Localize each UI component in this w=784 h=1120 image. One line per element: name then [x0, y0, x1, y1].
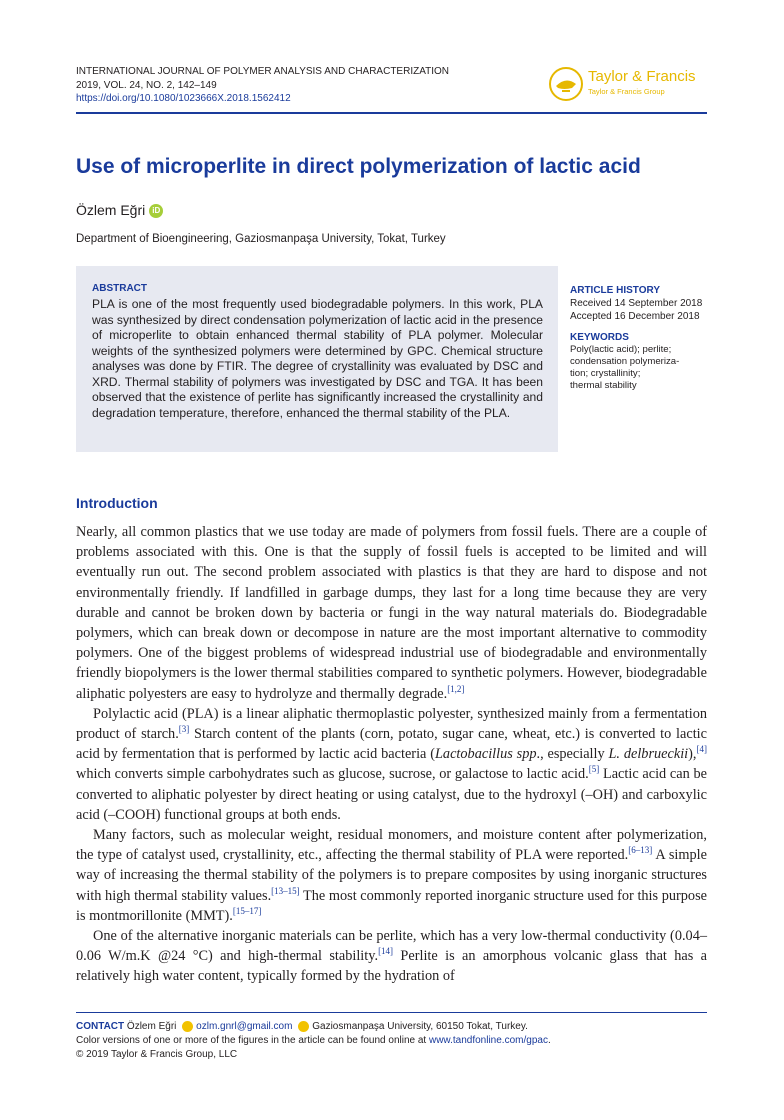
keywords-line-3: tion; crystallinity;: [570, 368, 641, 379]
citation[interactable]: [14]: [378, 946, 394, 957]
species-name: Lactobacillus spp: [434, 746, 537, 763]
author-line: [76, 202, 163, 218]
article-meta: [570, 284, 720, 392]
introduction-body: [76, 522, 707, 987]
journal-header: [76, 65, 449, 106]
accepted-date: Accepted 16 December 2018: [570, 311, 700, 322]
journal-name: INTERNATIONAL JOURNAL OF POLYMER ANALYSIS AND CHARACTERIZATION: [76, 66, 450, 77]
journal-volume: 2019, VOL. 24, NO. 2, 142–149: [76, 79, 217, 91]
contact-address: Gaziosmanpaşa University, 60150 Tokat, Turkey.: [312, 1021, 528, 1032]
p2-text-e: which converts simple carbohydrates such as glucose, sucrose, or galactose to lactic acid.: [76, 766, 589, 783]
color-note: [76, 1034, 716, 1048]
email-icon: [182, 1021, 193, 1032]
citation[interactable]: [3]: [178, 724, 190, 735]
paragraph-1: [76, 522, 707, 704]
lamp-icon: [548, 66, 584, 102]
contact-name: Özlem Eğri: [126, 1021, 177, 1032]
paragraph-2: [76, 704, 707, 825]
contact-email[interactable]: ozlm.gnrl@gmail.com: [196, 1021, 293, 1032]
footer-divider: [76, 1012, 707, 1013]
section-heading-introduction: Introduction: [76, 495, 158, 511]
contact-label: CONTACT: [76, 1021, 125, 1032]
citation[interactable]: [5]: [588, 764, 600, 775]
citation[interactable]: [13–15]: [271, 885, 300, 896]
orcid-icon[interactable]: iD: [149, 204, 163, 218]
p4-text-b: Perlite is an amorphous volcanic glass that has a relatively high water content, typically formed by the hydration of: [76, 948, 707, 985]
header-divider: [76, 112, 707, 114]
address-icon: [298, 1021, 309, 1032]
keywords-line-2: condensation polymeriza-: [570, 356, 680, 367]
publisher-name: Taylor & Francis: [588, 68, 696, 85]
affiliation: Department of Bioengineering, Gaziosmanpaşa University, Tokat, Turkey: [76, 233, 446, 245]
p2-text-a: Polylactic acid (PLA) is a linear aliphatic thermoplastic polyester, synthesized mainly from a fermentation product of starch.: [76, 705, 707, 743]
citation[interactable]: [1,2]: [447, 683, 465, 694]
contact-line: [76, 1020, 716, 1034]
abstract-box: [76, 266, 558, 452]
article-history-heading: ARTICLE HISTORY: [570, 285, 661, 296]
citation[interactable]: [6–13]: [628, 845, 653, 856]
footer: [76, 1020, 716, 1062]
author-name: Özlem Eğri: [76, 202, 146, 218]
p1-text: Nearly, all common plastics that we use today are made of polymers from fossil fuels. There are a couple of problems associated with this. One is that the supply of fossil fuels is accepted to be limited and will eventually run out. The second problem associated with plastics is that they are hard to dispose and not environmentally friendly. If landfilled in garbage dumps, they last for a long time because they are very durable and cannot be broken down by bacteria or fungi in the way natural materials do. Biodegradable polymers, which can break down or decompose in nature are the most important alternative to commodity polymers. One of the biggest problems of widespread industrial use of biodegradable and environmentally friendly biopolymers is the lower thermal stabilities compared to synthetic polymers. However, biodegradable aliphatic polyesters are easy to hydrolyze and thermally degrade.: [76, 524, 707, 702]
copyright: © 2019 Taylor & Francis Group, LLC: [76, 1049, 238, 1060]
p3-text-a: Many factors, such as molecular weight, residual monomers, and moisture content after polymerization, the type of catalyst used, crystallinity, etc., affecting the thermal stability of PLA were reported.: [76, 827, 707, 864]
color-note-text: Color versions of one or more of the figures in the article can be found online at: [76, 1035, 429, 1046]
abstract-text: PLA is one of the most frequently used biodegradable polymers. In this work, PLA was synthesized by direct condensation polymerization of lactic acid in the presence of microperlite to obtain enhanced thermal stability of PLA polymer. Molecular weights of the synthesized polymers were determined by GPC. Chemical structure analyses was done by FTIR. The degree of crystallinity was evaluated by DSC and XRD. Thermal stability of polymers was investigated by DSC and TGA. It has been observed that the existence of perlite has significantly increased the crystallinity and degradation temperature, therefore, enhanced the thermal stability of the PLA.: [92, 297, 543, 420]
abstract-heading: ABSTRACT: [92, 283, 147, 294]
received-date: Received 14 September 2018: [570, 298, 703, 309]
keywords-heading: KEYWORDS: [570, 332, 629, 343]
color-note-link[interactable]: www.tandfonline.com/gpac: [428, 1035, 548, 1046]
species-name: L. delbrueckii: [608, 746, 689, 763]
doi-link[interactable]: https://doi.org/10.1080/1023666X.2018.1562412: [76, 93, 291, 104]
publisher-subname: Taylor & Francis Group: [588, 87, 665, 96]
publisher-logo: [548, 66, 708, 102]
p3-text-b: A simple way of increasing the thermal stability of the polymers is to prepare composites by using inorganic structures with high thermal stability values.: [76, 847, 707, 904]
p4-text-a: One of the alternative inorganic materials can be perlite, which has a very low-thermal conductivity (0.04–0.06 W/m.K @24 °C) and high-thermal stability.: [76, 928, 707, 965]
paragraph-3: [76, 825, 707, 926]
p2-text-b: Starch content of the plants (corn, potato, sugar cane, wheat, etc.) is converted to lactic acid by fermentation that is performed by lactic acid bacteria (: [76, 726, 707, 763]
citation[interactable]: [15–17]: [232, 906, 262, 917]
keywords-line-4: thermal stability: [570, 380, 637, 391]
article-title: Use of microperlite in direct polymerization of lactic acid: [76, 155, 641, 178]
citation[interactable]: [4]: [696, 744, 707, 755]
keywords-line-1: Poly(lactic acid); perlite;: [570, 344, 672, 355]
p3-text-c: The most commonly reported inorganic structure used for this purpose is montmorillonite (MMT).: [76, 887, 707, 924]
p2-text-f: Lactic acid can be converted to aliphatic polyester by direct heating or using catalyst, due to the hydroxyl (–OH) and carboxylic acid (–COOH) functional groups at both ends.: [76, 766, 707, 823]
color-note-end: .: [547, 1035, 551, 1046]
p2-text-c: ., especially: [536, 746, 609, 763]
p2-text-d: ),: [688, 746, 697, 763]
paragraph-4: [76, 926, 707, 987]
